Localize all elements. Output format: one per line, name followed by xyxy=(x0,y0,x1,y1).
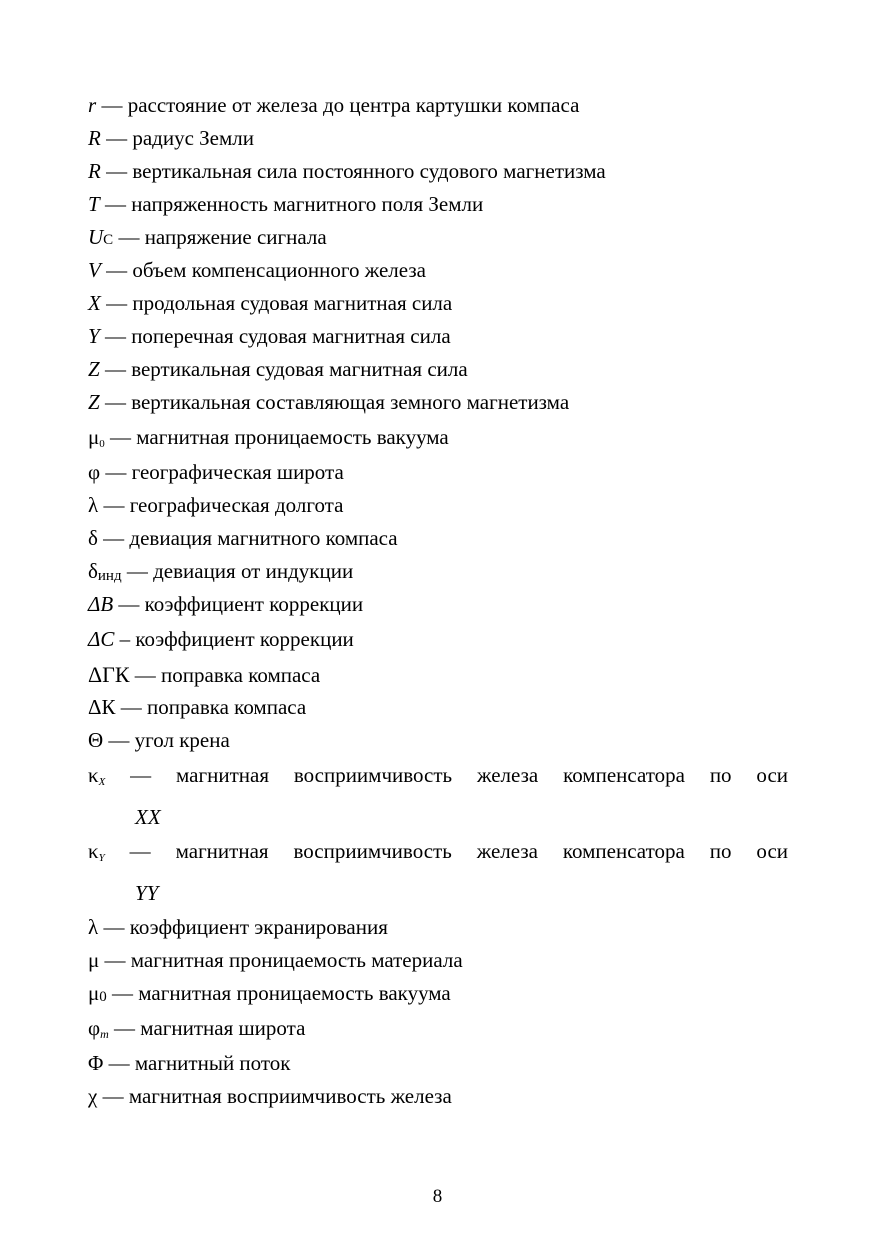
list-item xyxy=(88,188,788,221)
definition: — вертикальная составляющая земного магнетизма xyxy=(99,390,570,414)
definition: — коэффициент экранирования xyxy=(98,915,388,939)
list-item xyxy=(88,835,788,911)
list-item xyxy=(88,221,788,254)
definition: — угол крена xyxy=(103,728,230,752)
definition: — коэффициент коррекции xyxy=(113,592,364,616)
list-item xyxy=(88,691,788,724)
subscript: 0 xyxy=(99,438,105,450)
definition: — напряжение сигнала xyxy=(113,225,327,249)
symbol: ΔГК xyxy=(88,662,130,687)
list-item xyxy=(88,1010,788,1047)
list-item xyxy=(88,658,788,691)
list-item xyxy=(88,254,788,287)
symbol: R xyxy=(88,126,101,150)
symbol: Θ xyxy=(88,728,104,752)
definition: — магнитная восприимчивость железа компенсатора по оси xyxy=(104,839,788,863)
symbol: Z xyxy=(88,357,100,381)
definition: – коэффициент коррекции xyxy=(114,627,354,651)
symbol: X xyxy=(88,291,101,315)
symbol: ΔК xyxy=(88,695,116,719)
list-item xyxy=(88,320,788,353)
list-item xyxy=(88,621,788,658)
list-item xyxy=(88,122,788,155)
definition: — поперечная судовая магнитная сила xyxy=(99,324,451,348)
axis-continuation: YY xyxy=(135,881,159,905)
subscript: m xyxy=(100,1027,109,1041)
symbol: T xyxy=(88,192,100,216)
definition: — объем компенсационного железа xyxy=(100,258,426,282)
definition: — радиус Земли xyxy=(100,126,254,150)
symbol: χ xyxy=(88,1084,98,1108)
symbol: U xyxy=(88,225,104,249)
definition: — девиация от индукции xyxy=(121,559,354,583)
symbol: V xyxy=(88,258,101,282)
list-item xyxy=(88,89,788,122)
list-item xyxy=(88,724,788,757)
definition: — расстояние от железа до центра картушки компаса xyxy=(96,93,580,117)
list-item xyxy=(88,555,788,588)
symbol: φ xyxy=(88,1016,101,1040)
definition: — напряженность магнитного поля Земли xyxy=(99,192,484,216)
page-number: 8 xyxy=(432,1186,443,1207)
symbol: λ xyxy=(88,915,99,939)
symbol: R xyxy=(88,159,101,183)
subscript: X xyxy=(98,776,106,788)
symbol: μ xyxy=(88,981,100,1005)
symbol: φ xyxy=(88,460,101,484)
definition: — магнитная восприимчивость железа xyxy=(97,1084,452,1108)
symbol: μ xyxy=(88,948,100,972)
list-item xyxy=(88,1047,788,1080)
symbol: Z xyxy=(88,390,100,414)
symbol: ΔC xyxy=(88,627,115,651)
definition: — магнитная проницаемость вакуума xyxy=(106,981,451,1005)
definition: — вертикальная судовая магнитная сила xyxy=(99,357,468,381)
symbol: Y xyxy=(88,324,100,348)
list-item xyxy=(88,155,788,188)
definition: — географическая широта xyxy=(100,460,344,484)
definition: — магнитный поток xyxy=(103,1051,291,1075)
list-item xyxy=(88,419,788,456)
definition: — магнитная проницаемость вакуума xyxy=(104,425,449,449)
subscript: 0 xyxy=(99,989,107,1005)
definition: — поправка компаса xyxy=(115,695,307,719)
symbol: δ xyxy=(88,526,98,550)
definition: — поправка компаса xyxy=(129,663,321,687)
list-item xyxy=(88,522,788,555)
symbol: ΔB xyxy=(88,592,114,616)
list-item xyxy=(88,944,788,977)
list-item xyxy=(88,588,788,621)
definition: — продольная судовая магнитная сила xyxy=(100,291,453,315)
subscript: С xyxy=(103,232,114,248)
list-item xyxy=(88,489,788,522)
definition: — географическая долгота xyxy=(98,493,344,517)
list-item xyxy=(88,977,788,1010)
symbol: κ xyxy=(88,763,99,787)
definition: — магнитная широта xyxy=(108,1016,306,1040)
symbol: r xyxy=(88,93,97,117)
symbol: λ xyxy=(88,493,99,517)
subscript: Y xyxy=(98,852,105,864)
list-item xyxy=(88,911,788,944)
axis-continuation: XX xyxy=(135,805,161,829)
symbol: Φ xyxy=(88,1051,104,1075)
definition: — вертикальная сила постоянного судового магнетизма xyxy=(100,159,606,183)
list-item xyxy=(88,759,788,835)
list-item xyxy=(88,456,788,489)
symbol: δ xyxy=(88,559,98,583)
definition: — девиация магнитного компаса xyxy=(97,526,398,550)
symbol: κ xyxy=(88,839,99,863)
definition: — магнитная проницаемость материала xyxy=(99,948,463,972)
subscript: инд xyxy=(97,568,122,584)
notation-list xyxy=(88,89,788,1113)
definition: — магнитная восприимчивость железа компенсатора по оси xyxy=(105,763,788,787)
list-item xyxy=(88,1080,788,1113)
list-item xyxy=(88,386,788,419)
list-item xyxy=(88,353,788,386)
symbol: μ xyxy=(88,425,100,449)
list-item xyxy=(88,287,788,320)
